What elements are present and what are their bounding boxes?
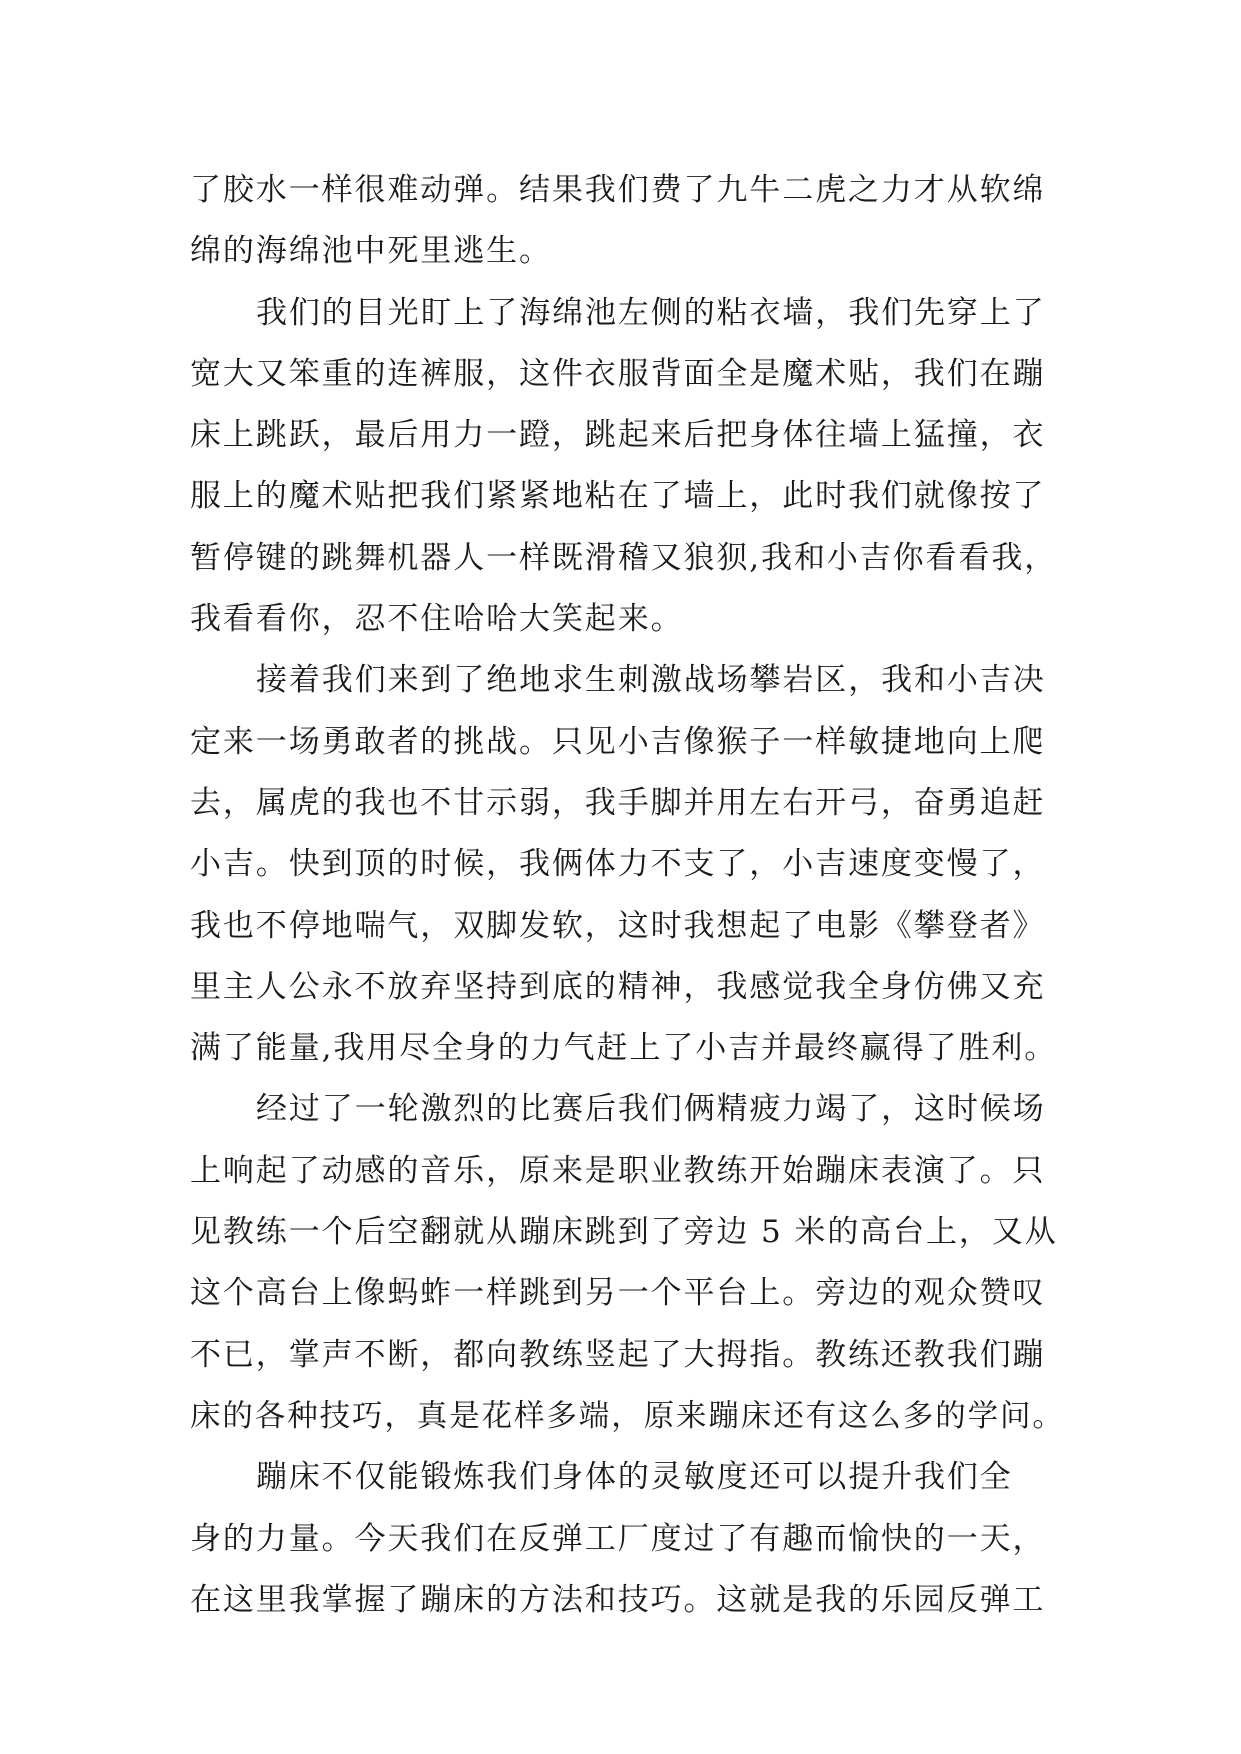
text-line: 满了能量,我用尽全身的力气赶上了小吉并最终赢得了胜利。: [190, 1030, 1058, 1067]
text-line: 蹦床不仅能锻炼我们身体的灵敏度还可以提升我们全: [256, 1459, 1013, 1496]
text-line: 床的各种技巧，真是花样多端，原来蹦床还有这么多的学问。: [190, 1398, 1065, 1434]
text-line: 绵的海绵池中死里逃生。: [190, 233, 552, 270]
text-line: 我也不停地喘气，双脚发软，这时我想起了电影《攀登者》: [190, 907, 1046, 944]
text-line: 小吉。快到顶的时候，我俩体力不支了，小吉速度变慢了，: [190, 846, 1046, 883]
text-line: 这个高台上像蚂蚱一样跳到另一个平台上。旁边的观众赞叹: [190, 1275, 1046, 1312]
text-line: 里主人公永不放弃坚持到底的精神，我感觉我全身仿佛又充: [190, 968, 1046, 1005]
text-line: 暂停键的跳舞机器人一样既滑稽又狼狈,我和小吉你看看我，: [190, 539, 1058, 576]
text-line: 了胶水一样很难动弹。结果我们费了九牛二虎之力才从软绵: [190, 172, 1046, 208]
text-line: 不已，掌声不断，都向教练竖起了大拇指。教练还教我们蹦: [190, 1336, 1046, 1373]
text-line: 上响起了动感的音乐，原来是职业教练开始蹦床表演了。只: [190, 1152, 1046, 1189]
essay-body: [190, 160, 1070, 1631]
text-line: 去，属虎的我也不甘示弱，我手脚并用左右开弓，奋勇追赶: [190, 784, 1046, 821]
text-line: 宽大又笨重的连裤服，这件衣服背面全是魔术贴，我们在蹦: [190, 355, 1046, 392]
text-line: 我看看你，忍不住哈哈大笑起来。: [190, 601, 684, 638]
text-line: 定来一场勇敢者的挑战。只见小吉像猴子一样敏捷地向上爬: [190, 723, 1046, 760]
text-line: 我们的目光盯上了海绵池左侧的粘衣墙，我们先穿上了: [256, 294, 1046, 331]
text-line: 服上的魔术贴把我们紧紧地粘在了墙上，此时我们就像按了: [190, 478, 1046, 515]
text-line: 经过了一轮激烈的比赛后我们俩精疲力竭了，这时候场: [256, 1091, 1046, 1128]
text-line: 床上跳跃，最后用力一蹬，跳起来后把身体往墙上猛撞，衣: [190, 417, 1046, 454]
text-line: 在这里我掌握了蹦床的方法和技巧。这就是我的乐园反弹工: [190, 1581, 1046, 1618]
text-line: 接着我们来到了绝地求生刺激战场攀岩区，我和小吉决: [256, 662, 1046, 699]
text-line: 见教练一个后空翻就从蹦床跳到了旁边 5 米的高台上，又从: [190, 1214, 1058, 1251]
text-line: 身的力量。今天我们在反弹工厂度过了有趣而愉快的一天，: [190, 1520, 1046, 1557]
